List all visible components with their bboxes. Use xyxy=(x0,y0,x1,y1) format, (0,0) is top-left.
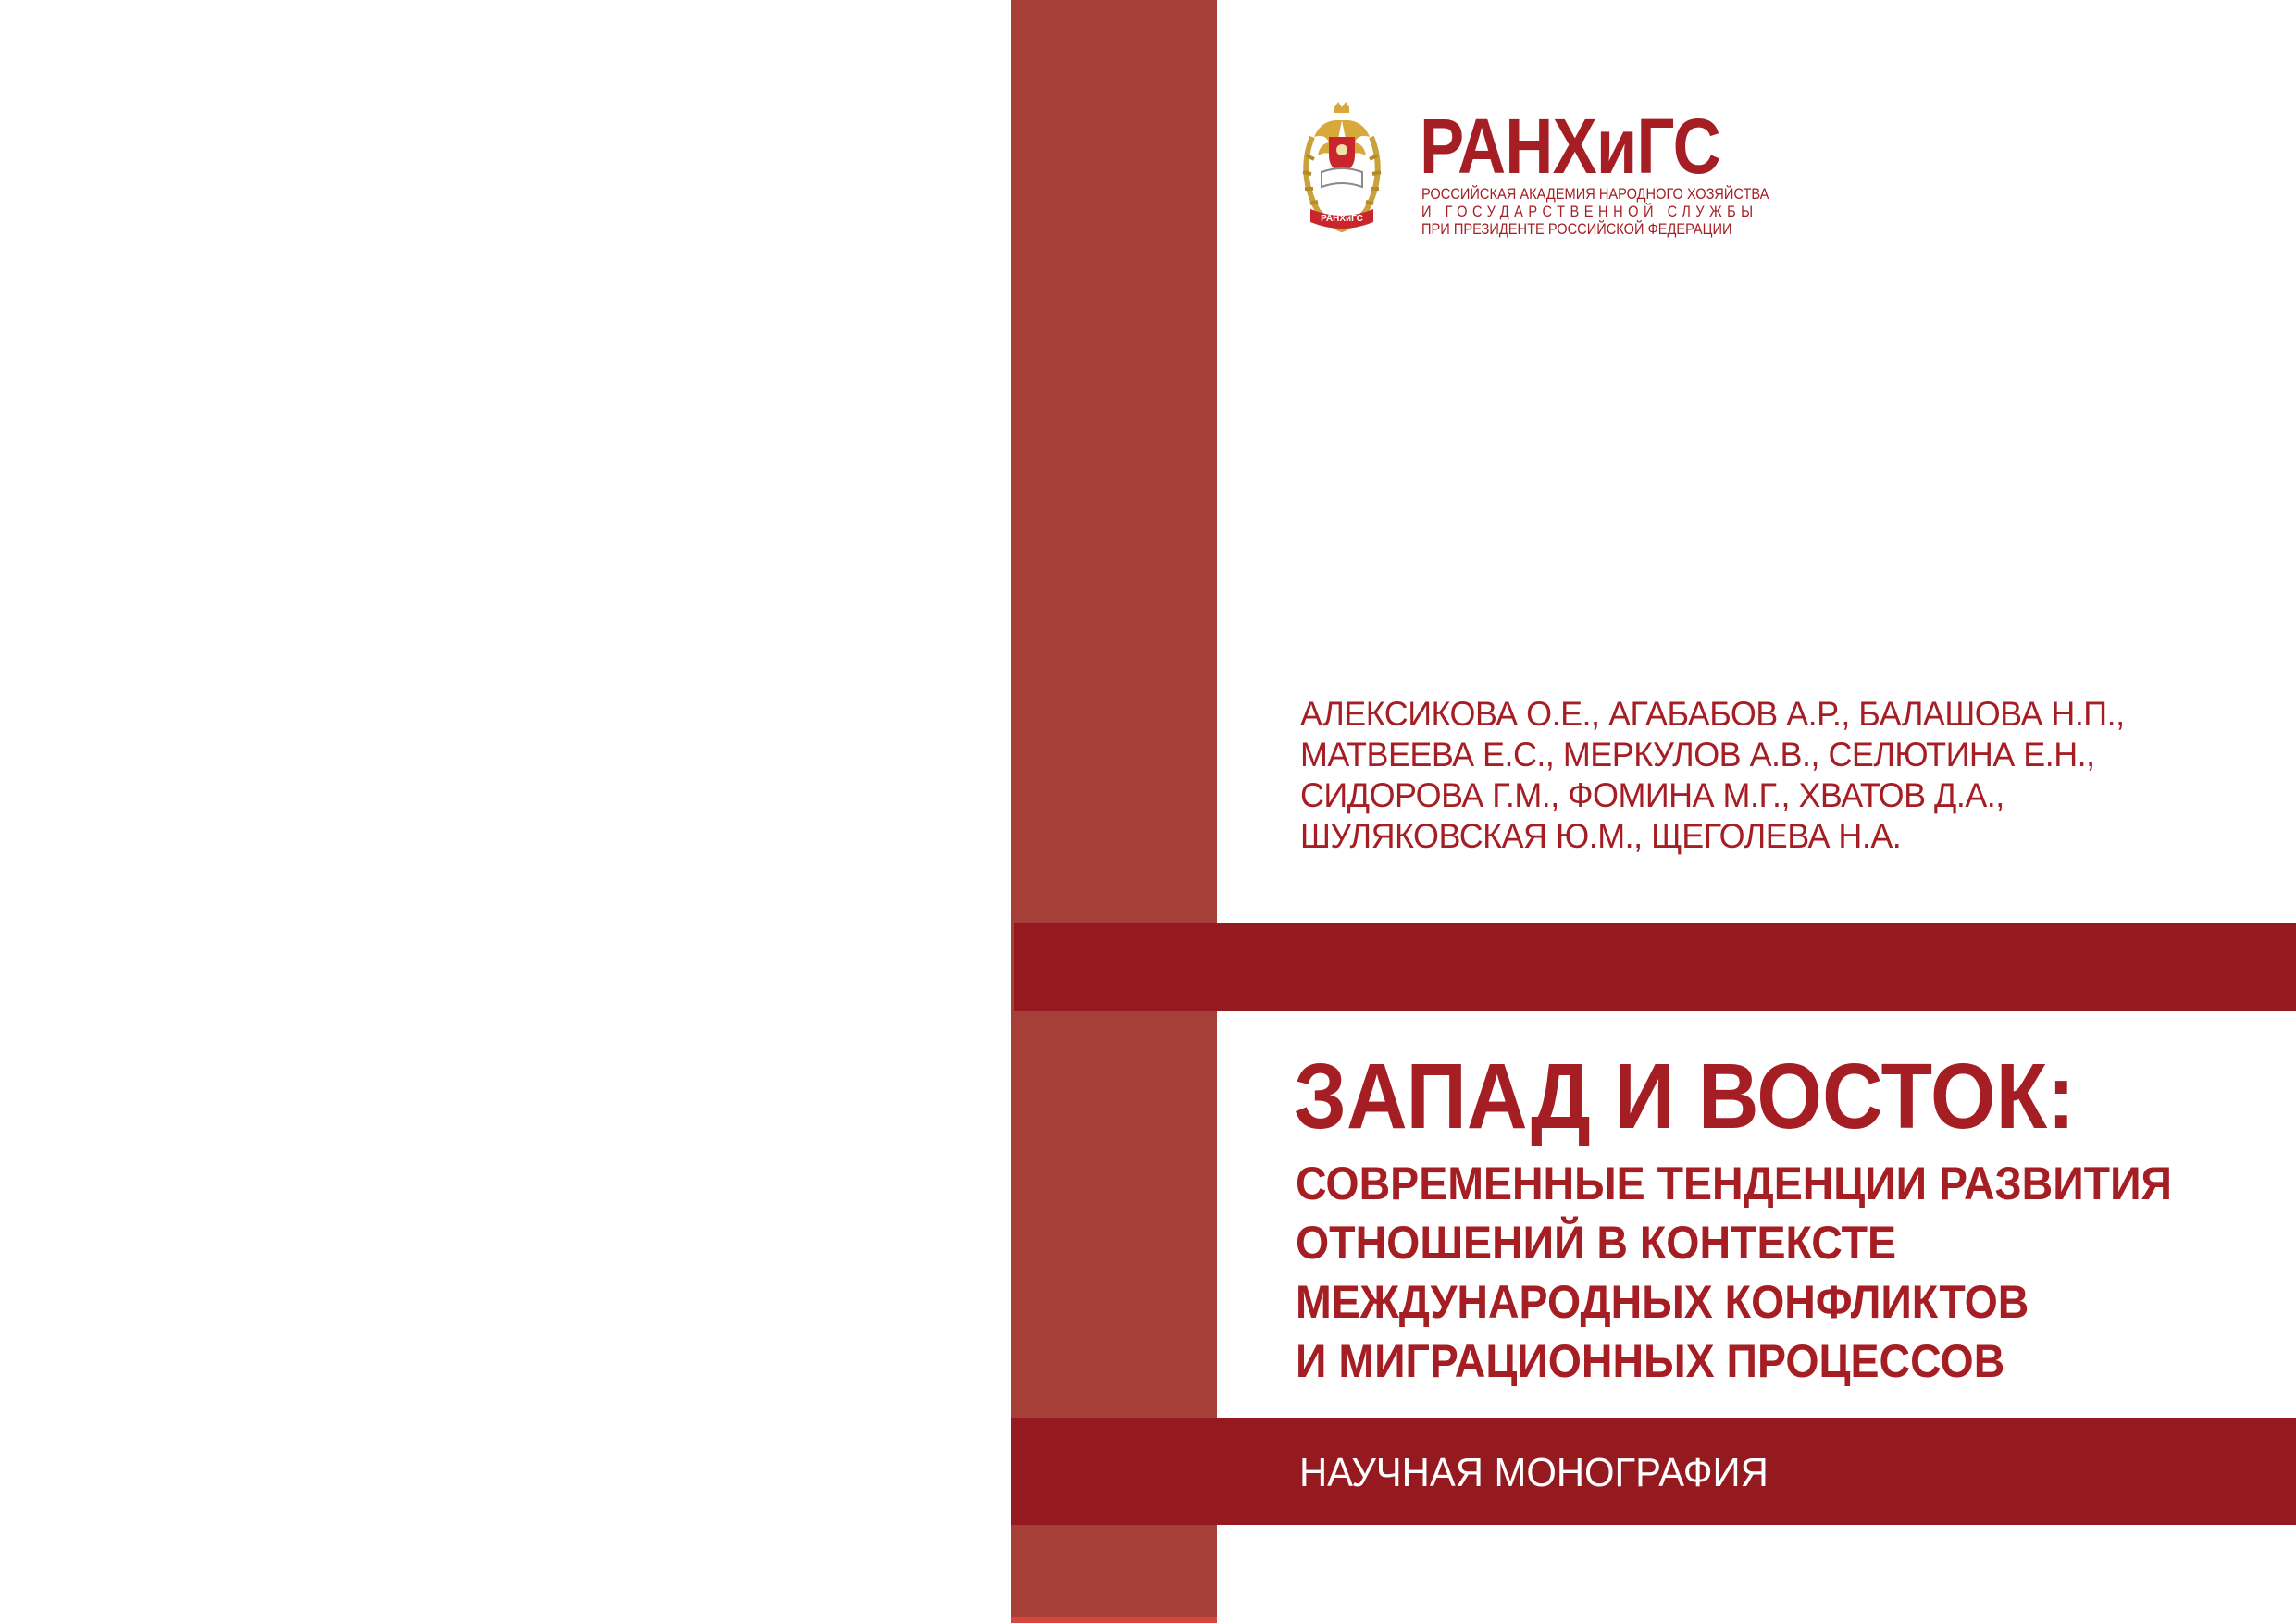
cover-spine-strip xyxy=(1011,0,1217,1623)
cover-band-top xyxy=(1014,923,2296,1011)
publisher-line-2: И ГОСУДАРСТВЕННОЙ СЛУЖБЫ xyxy=(1421,203,1758,220)
publisher-line-3: ПРИ ПРЕЗИДЕНТЕ РОССИЙСКОЙ ФЕДЕРАЦИИ xyxy=(1421,220,1732,238)
publisher-full-name xyxy=(1421,185,1769,238)
publisher-logo xyxy=(1294,100,2108,248)
publisher-name: РАНХиГС xyxy=(1420,103,1720,190)
book-subtitle xyxy=(1296,1154,2277,1391)
emblem-ribbon-text: РАНХиГС xyxy=(1321,214,1363,224)
authors-line: ШУЛЯКОВСКАЯ Ю.М., ЩЕГОЛЕВА Н.А. xyxy=(1300,817,1902,855)
authors-line: МАТВЕЕВА Е.С., МЕРКУЛОВ А.В., СЕЛЮТИНА Е.Н., xyxy=(1300,736,2095,774)
authors-line: АЛЕКСИКОВА О.Е., АГАБАБОВ А.Р., БАЛАШОВА Н.П., xyxy=(1300,695,2125,733)
subtitle-line: СОВРЕМЕННЫЕ ТЕНДЕНЦИИ РАЗВИТИЯ xyxy=(1296,1158,2172,1209)
subtitle-line: ОТНОШЕНИЙ В КОНТЕКСТЕ xyxy=(1296,1217,1897,1269)
coat-of-arms-emblem-icon xyxy=(1294,100,1390,237)
subtitle-line: И МИГРАЦИОННЫХ ПРОЦЕССОВ xyxy=(1296,1335,2005,1387)
cover-bottom-accent xyxy=(1011,1617,1217,1623)
authors-line: СИДОРОВА Г.М., ФОМИНА М.Г., ХВАТОВ Д.А., xyxy=(1300,776,2004,814)
book-title: ЗАПАД И ВОСТОК: xyxy=(1294,1045,2076,1148)
authors-list xyxy=(1300,694,2281,857)
subtitle-line: МЕЖДУНАРОДНЫХ КОНФЛИКТОВ xyxy=(1296,1276,2029,1328)
book-genre: НАУЧНАЯ МОНОГРАФИЯ xyxy=(1299,1450,1769,1495)
publisher-line-1: РОССИЙСКАЯ АКАДЕМИЯ НАРОДНОГО ХОЗЯЙСТВА xyxy=(1421,185,1769,203)
